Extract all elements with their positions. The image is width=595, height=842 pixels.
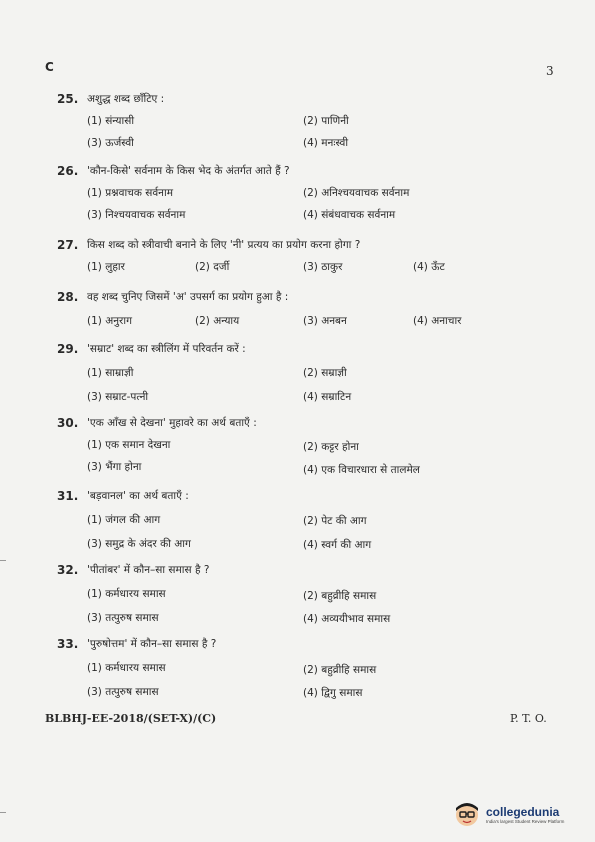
option: (2) कट्टर होना	[303, 441, 359, 453]
option: (4) मनःस्वी	[303, 137, 349, 149]
question-text: अशुद्ध शब्द छाँटिए :	[87, 93, 165, 105]
question-number: 26.	[57, 164, 79, 178]
scan-edge-mark	[0, 812, 6, 813]
question	[57, 637, 537, 699]
question-text: 'एक आँख से देखना' मुहावरे का अर्थ बताएँ :	[87, 417, 257, 429]
option: (1) कर्मधारय समास	[87, 588, 166, 600]
option: (1) संन्यासी	[87, 115, 135, 127]
mascot-icon	[452, 799, 482, 829]
question-number: 25.	[57, 92, 79, 106]
option: (3) अनबन	[303, 315, 347, 327]
option: (1) प्रश्नवाचक सर्वनाम	[87, 187, 173, 199]
option: (4) संबंधवाचक सर्वनाम	[303, 209, 396, 221]
option: (1) कर्मधारय समास	[87, 662, 166, 674]
option: (4) स्वर्ग की आग	[303, 539, 372, 551]
option: (3) सम्राट-पत्नी	[87, 391, 149, 403]
option: (1) एक समान देखना	[87, 439, 171, 451]
option: (3) तत्पुरुष समास	[87, 612, 159, 624]
option: (2) अन्याय	[195, 315, 240, 327]
question	[57, 164, 537, 226]
scan-edge-mark	[0, 560, 6, 561]
question	[57, 92, 537, 154]
option: (3) निश्चयवाचक सर्वनाम	[87, 209, 186, 221]
option: (4) ऊँट	[413, 261, 445, 273]
option: (2) बहुव्रीहि समास	[303, 590, 377, 602]
option: (2) बहुव्रीहि समास	[303, 664, 377, 676]
question-text: वह शब्द चुनिए जिसमें 'अ' उपसर्ग का प्रयोग हुआ है :	[87, 291, 289, 303]
watermark-name: collegedunia	[486, 804, 560, 819]
option: (3) समुद्र के अंदर की आग	[87, 538, 191, 550]
question	[57, 290, 537, 330]
page-number: 3	[546, 64, 554, 78]
option: (2) पाणिनी	[303, 115, 349, 127]
question-number: 29.	[57, 342, 79, 356]
option: (1) जंगल की आग	[87, 514, 161, 526]
option: (4) अव्ययीभाव समास	[303, 613, 391, 625]
option: (1) लुहार	[87, 261, 125, 273]
question-number: 30.	[57, 416, 79, 430]
question-text: 'सम्राट' शब्द का स्त्रीलिंग में परिवर्तन करें :	[87, 343, 246, 355]
question-text: किस शब्द को स्त्रीवाची बनाने के लिए 'नी' प्रत्यय का प्रयोग करना होगा ?	[87, 239, 361, 251]
question	[57, 416, 537, 478]
question-number: 33.	[57, 637, 79, 651]
question	[57, 563, 537, 625]
watermark-logo	[452, 796, 582, 832]
option: (2) पेट की आग	[303, 515, 367, 527]
option: (3) भैंगा होना	[87, 461, 142, 473]
option: (2) सम्राज्ञी	[303, 367, 347, 379]
watermark-tagline: India's largest Student Review Platform	[486, 818, 565, 824]
question	[57, 342, 537, 404]
set-code: C	[45, 60, 54, 74]
question-text: 'कौन-किसे' सर्वनाम के किस भेद के अंतर्गत आते हैं ?	[87, 165, 290, 177]
option: (4) द्विगु समास	[303, 687, 363, 699]
option: (3) ठाकुर	[303, 261, 343, 273]
question-text: 'पीतांबर' में कौन–सा समास है ?	[87, 564, 210, 576]
question-number: 27.	[57, 238, 79, 252]
question	[57, 238, 537, 278]
option: (3) ऊर्जस्वी	[87, 137, 134, 149]
option: (1) साम्राज्ञी	[87, 367, 134, 379]
option: (2) अनिश्चयवाचक सर्वनाम	[303, 187, 410, 199]
option: (2) दर्जी	[195, 261, 230, 273]
question-number: 32.	[57, 563, 79, 577]
paper-code: BLBHJ-EE-2018/(SET-X)/(C)	[45, 712, 217, 725]
question-number: 31.	[57, 489, 79, 503]
question-number: 28.	[57, 290, 79, 304]
option: (4) अनाचार	[413, 315, 462, 327]
option: (4) एक विचारधारा से तालमेल	[303, 464, 420, 476]
question	[57, 489, 537, 551]
pto-label: P. T. O.	[510, 712, 547, 725]
question-text: 'बड़वानल' का अर्थ बताएँ :	[87, 490, 189, 502]
option: (1) अनुराग	[87, 315, 132, 327]
option: (3) तत्पुरुष समास	[87, 686, 159, 698]
option: (4) सम्राटिन	[303, 391, 352, 403]
question-text: 'पुरुषोत्तम' में कौन–सा समास है ?	[87, 638, 217, 650]
